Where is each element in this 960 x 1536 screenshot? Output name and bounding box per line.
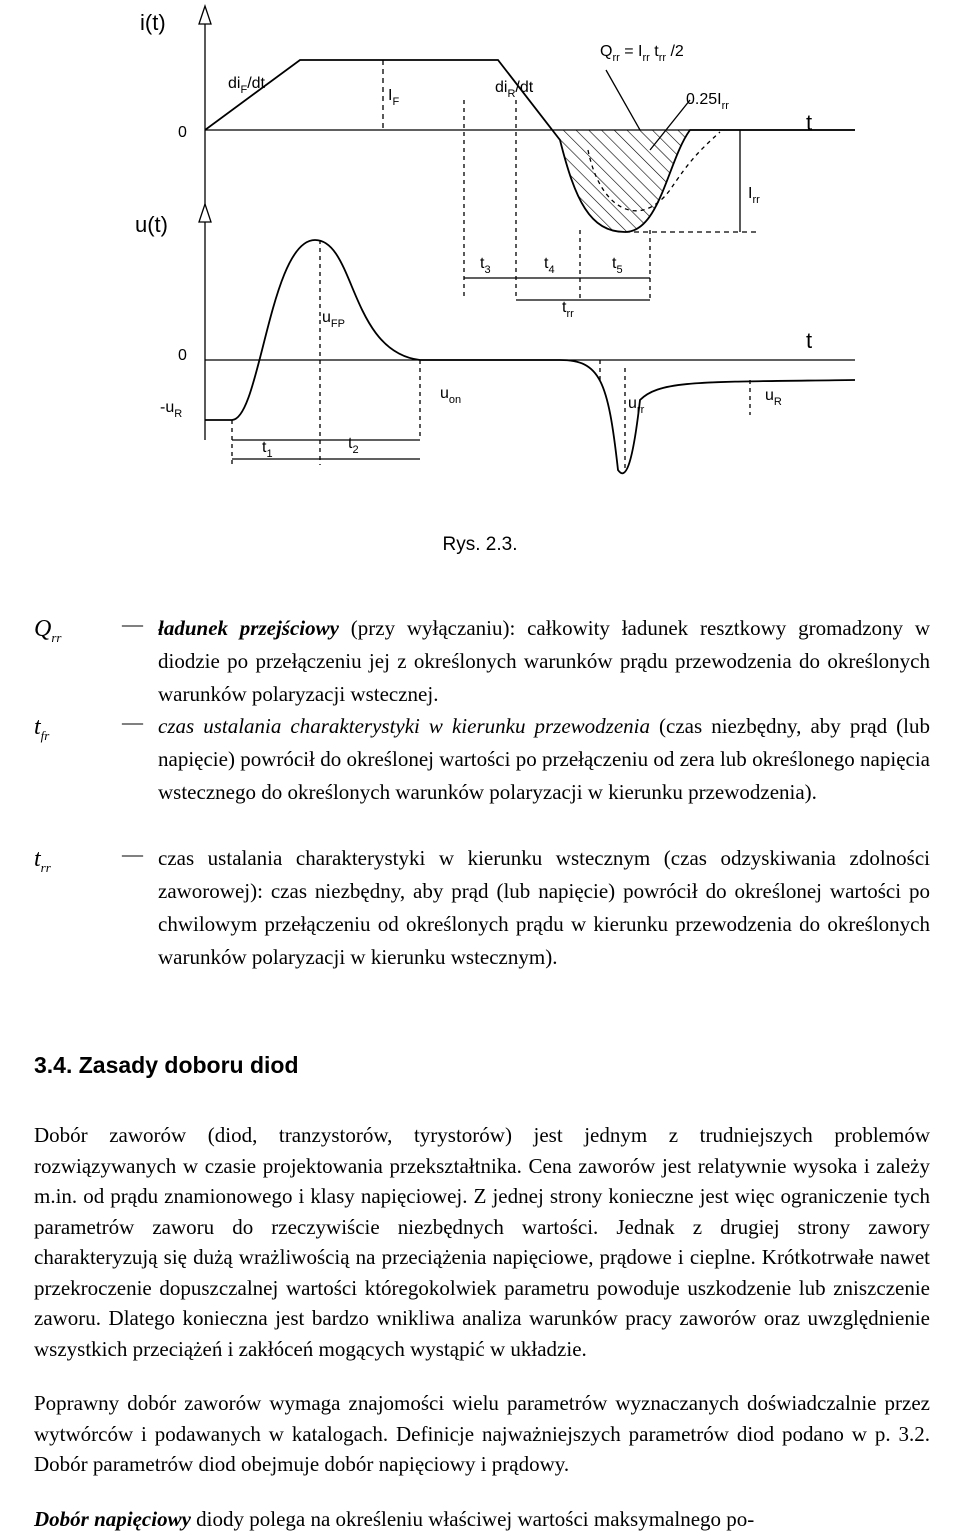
svg-text:0 xyxy=(178,124,187,141)
ufp-label: u xyxy=(322,309,331,326)
svg-text:IF xyxy=(388,87,399,108)
symbol-main: t xyxy=(34,714,41,740)
svg-text:t xyxy=(806,328,812,353)
t3-sub: 3 xyxy=(484,264,491,276)
svg-text:uon xyxy=(440,385,461,406)
t2-sub: 2 xyxy=(352,444,359,456)
qrr-formula-sub: rr xyxy=(612,52,620,64)
dif-sub: F xyxy=(240,84,248,96)
svg-text:trr xyxy=(562,299,574,320)
i-axis-label: i(t) xyxy=(140,10,166,35)
definition-dash: — xyxy=(122,842,143,866)
t4-label: t xyxy=(544,255,549,272)
definition-body: (czas niezbędny, aby prąd (lub napięcie) powrócił do określonej wartości po przełączeniu od zera lub określonego napięcia wstecznego do określonych warunków polaryzacji w kierunku przewodzenia). xyxy=(158,714,931,804)
diode-switching-diagram xyxy=(0,0,960,540)
trr-label: t xyxy=(562,299,567,316)
t5-sub: 5 xyxy=(616,264,623,276)
paragraph-body: diody polega na określeniu właściwej wartości maksymalnego po- xyxy=(190,1507,755,1531)
ur-label: u xyxy=(765,387,774,404)
definition-term: czas ustalania charakterystyki w kierunku przewodzenia xyxy=(158,714,650,738)
qrr-formula-sub2: rr xyxy=(642,52,650,64)
qrr-formula-sub3: rr xyxy=(658,52,667,64)
section-heading: 3.4. Zasady doboru diod xyxy=(34,1052,299,1078)
svg-text:i(t) xyxy=(140,10,166,35)
svg-text:0 xyxy=(178,347,187,364)
t-top-label: t xyxy=(806,110,813,135)
t1-sub: 1 xyxy=(266,448,273,460)
urr-sub: rr xyxy=(636,404,645,416)
svg-text:u(t) xyxy=(135,212,168,237)
svg-text:Irr xyxy=(748,185,760,206)
definition-symbol xyxy=(34,714,49,744)
svg-text:t4 xyxy=(544,255,555,276)
dif-label: di xyxy=(228,75,241,92)
svg-text:t3 xyxy=(480,255,491,276)
paragraph-3 xyxy=(34,1504,930,1535)
symbol-main: t xyxy=(34,846,41,872)
quarter-irr-sub: rr xyxy=(721,100,729,112)
waveform-figure xyxy=(0,0,960,540)
dir-sub: R xyxy=(507,88,516,100)
svg-text:uR xyxy=(765,387,782,408)
svg-text:0.25Irr xyxy=(686,91,729,112)
svg-text:t1 xyxy=(262,439,273,460)
i-axis-arrow-icon xyxy=(199,6,211,24)
irr-sub: rr xyxy=(752,194,760,206)
ufp-sub: FP xyxy=(330,318,345,330)
definition-symbol xyxy=(34,846,51,876)
irr-label: I xyxy=(748,185,753,202)
t1-label: t xyxy=(262,439,267,456)
urr-label: u xyxy=(628,395,637,412)
svg-text:t xyxy=(806,110,812,135)
definition-symbol xyxy=(34,616,61,646)
figure-caption: Rys. 2.3. xyxy=(442,534,518,555)
svg-text:t2 xyxy=(348,435,359,456)
qrr-formula-t: t xyxy=(649,43,659,60)
symbol-sub: fr xyxy=(40,727,50,743)
definition-body: czas ustalania charakterystyki w kierunku wstecznym (czas odzyskiwania zdolności zaworowej): czas niezbędny, aby prąd (lub napięcie) powrócił do określonej wartości po chwilowym przełączeniu od określonych prądu w kierunku przewodzenia do określonych warunków polaryzacji w kierunku wstecznym). xyxy=(158,846,930,969)
t5-label: t xyxy=(612,255,617,272)
trr-sub: rr xyxy=(566,308,574,320)
qrr-hatched-area xyxy=(560,130,690,232)
dir-label: di xyxy=(495,79,508,96)
zero-bottom-label: 0 xyxy=(178,347,187,364)
svg-text:diF/dt xyxy=(228,75,266,96)
dir-tail: /dt xyxy=(515,79,534,96)
qrr-formula-mid: = I xyxy=(619,43,643,60)
qrr-formula-end: /2 xyxy=(666,43,684,60)
paragraph-1: Dobór zaworów (diod, tranzystorów, tyrystorów) jest jednym z trudniejszych problemów rozwiązywanych w czasie projektowania przekształtnika. Cena zaworów jest relatywnie wysoka i zależy m.in. od prądu znamionowego i klasy napięciowej. Z jednej strony konieczne jest więc ograniczenie tych parametrów zaworu do rzeczywiście niezbędnych wartości. Jednak z drugiej strony zawory charakteryzują się dużą wrażliwością na przeciążenia napięciowe, prądowe i cieplne. Krótkotrwałe nawet przekroczenie dopuszczalnej wartości któregokolwiek parametru powoduje uszkodzenie lub zniszczenie zaworu. Dlatego konieczna jest bardzo wnikliwa analiza warunków pracy zaworów oraz uwzględnienie wszystkich przeciążeń i zakłóceń mogących wystąpić w układzie. xyxy=(34,1123,930,1361)
uon-label: u xyxy=(440,385,449,402)
t2-label: t xyxy=(348,435,353,452)
uon-sub: on xyxy=(448,394,462,406)
definition-dash: — xyxy=(122,710,143,734)
neg-ur-sub: R xyxy=(174,408,183,420)
definition-body: (przy wyłączaniu): całkowity ładunek resztkowy gromadzony w diodzie po przełączeniu jej z określonych warunków prądu przewodzenia do określonych warunków polaryzacji wstecznej. xyxy=(158,616,931,706)
paragraph-2: Poprawny dobór zaworów wymaga znajomości wielu parametrów wyznaczanych doświadczalnie przez wytwórców i podawanych w katalogach. Definicje najważniejszych parametrów diod podano w p. 3.2. Dobór parametrów diod obejmuje dobór napięciowy i prądowy. xyxy=(34,1391,930,1476)
svg-text:t5 xyxy=(612,255,623,276)
u-axis-label: u(t) xyxy=(135,212,168,237)
neg-ur-label: -u xyxy=(160,399,175,416)
if-sub: F xyxy=(392,96,400,108)
svg-text:Qrr = Irr trr /2 xyxy=(600,43,684,64)
t3-label: t xyxy=(480,255,485,272)
symbol-main: Q xyxy=(34,616,52,642)
definition-text xyxy=(158,710,930,809)
svg-text:uFP xyxy=(322,309,345,330)
quarter-irr-label: 0.25I xyxy=(686,91,722,108)
voltage-waveform xyxy=(205,240,855,473)
definition-dash: — xyxy=(122,612,143,636)
t4-sub: 4 xyxy=(548,264,555,276)
definition-term: ładunek przejściowy xyxy=(158,616,339,640)
definition-text xyxy=(158,842,930,974)
qrr-formula: Q xyxy=(600,43,613,60)
svg-text:-uR xyxy=(160,399,182,420)
if-label: I xyxy=(388,87,393,104)
u-axis-arrow-icon xyxy=(199,204,211,222)
zero-top-label: 0 xyxy=(178,124,187,141)
symbol-sub: rr xyxy=(51,629,62,645)
definition-text xyxy=(158,612,930,711)
t-bottom-label: t xyxy=(806,328,813,353)
ur-sub: R xyxy=(773,396,782,408)
dif-tail: /dt xyxy=(247,75,265,92)
paragraph-lead: Dobór napięciowy xyxy=(34,1507,191,1531)
symbol-sub: rr xyxy=(40,859,51,875)
